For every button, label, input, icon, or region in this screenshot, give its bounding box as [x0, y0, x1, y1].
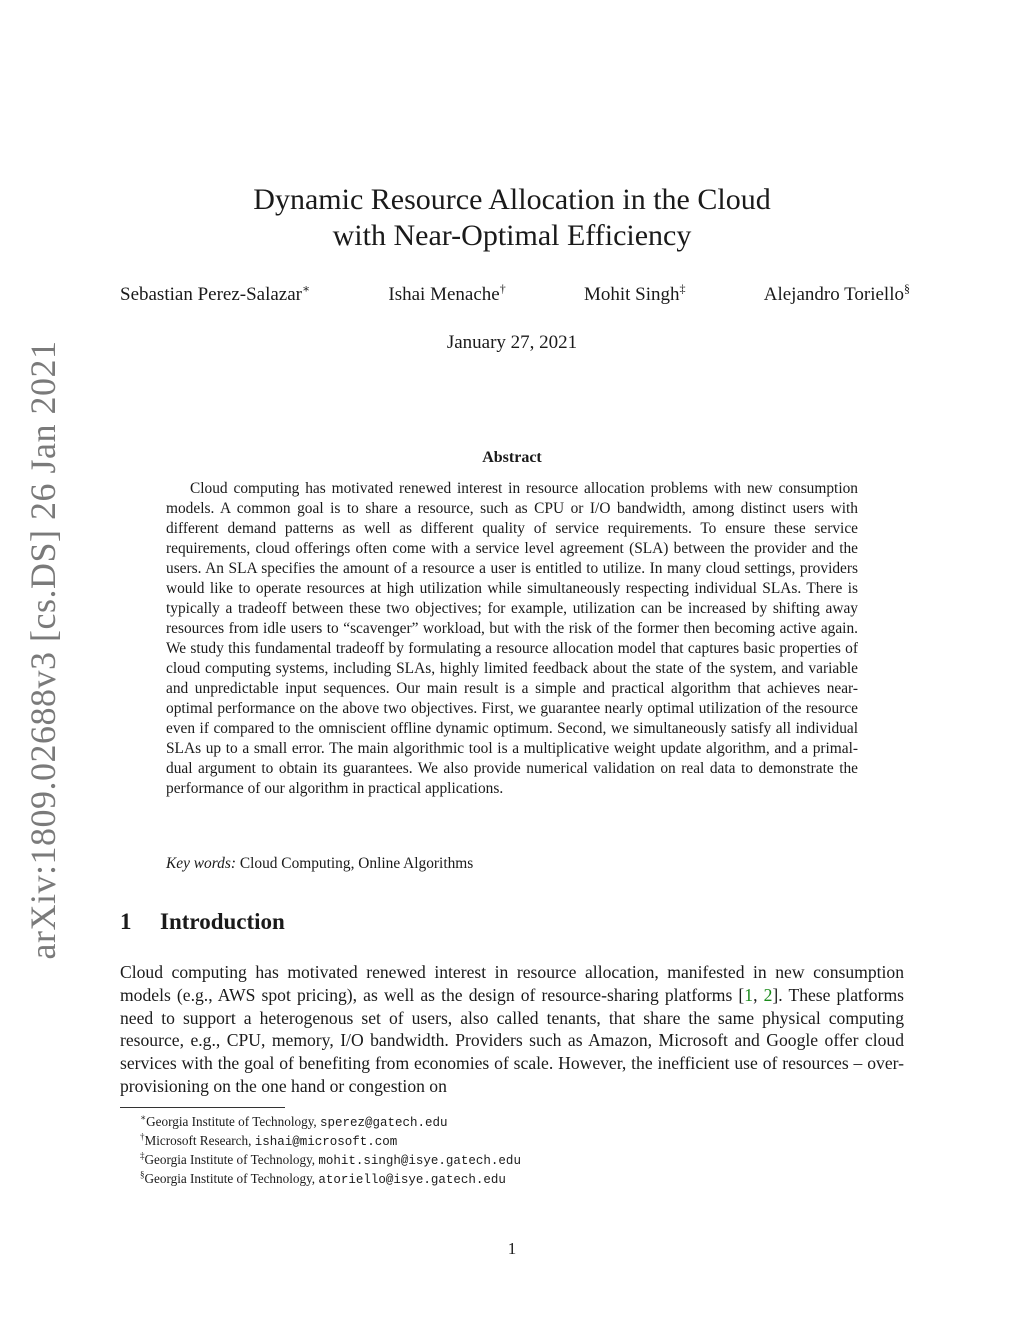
keywords-label: Key words: [166, 855, 236, 872]
footnote-divider [120, 1107, 285, 1108]
title-line-2: with Near-Optimal Efficiency [332, 219, 692, 252]
abstract-text: Cloud computing has motivated renewed interest in resource allocation problems with new consumption models. A common goal is to share a resource, such as CPU or I/O bandwidth, among distinct users with different demand patterns as well as different quality of service requirements. To ensure these service requirements, cloud offerings often come with a service level agreement (SLA) between the provider and the users. An SLA specifies the amount of a resource a user is entitled to utilize. In many cloud settings, providers would like to operate resources at high utilization while simultaneously respecting individual SLAs. There is typically a tradeoff between these two objectives; for example, utilization can be increased by shifting away resources from idle users to “scavenger” workload, but with the risk of the former then becoming active again. We study this fundamental tradeoff by formulating a resource allocation model that captures basic properties of cloud computing systems, including SLAs, highly limited feedback about the state of the system, and variable and unpredictable input sequences. Our main result is a simple and practical algorithm that achieves near-optimal performance on the above two objectives. First, we guarantee nearly optimal utilization of the resource even if compared to the omniscient offline dynamic optimum. Second, we simultaneously satisfy all individual SLAs up to a small error. The main algorithmic tool is a multiplicative weight update algorithm, and a primal-dual argument to obtain its guarantees. We also provide numerical validation on real data to demonstrate the performance of our algorithm in practical applications. [166, 480, 858, 797]
page-number: 1 [507, 1239, 517, 1258]
title-line-1: Dynamic Resource Allocation in the Cloud [253, 183, 771, 216]
citation-open-bracket: [ [738, 984, 745, 1005]
author-footnote-mark[interactable]: ‡ [679, 281, 686, 296]
footnote-email[interactable]: ishai@microsoft.com [254, 1135, 398, 1149]
intro-text-part-2: . These platforms need to support a heterogenous set of users, also called tenants, that share the same physical computing resource, e.g., CPU, memory, I/O bandwidth. Providers such as Amazon, Microsoft and Google offer cloud services with the goal of benefiting from economies of scale. However, the inefficient use of resources – over-provisioning on the one hand or congestion on [120, 984, 904, 1096]
publication-date: January 27, 2021 [446, 332, 578, 353]
footnote-affiliation: Georgia Institute of Technology, [146, 1114, 321, 1129]
paper-title [0, 182, 1024, 254]
footnote [140, 1132, 521, 1151]
author-footnote-mark[interactable]: § [904, 281, 910, 296]
citation-link-1[interactable]: 1 [744, 984, 754, 1005]
citation-link-2[interactable]: 2 [763, 984, 773, 1005]
author-name: Mohit Singh [583, 284, 680, 305]
footnote-email[interactable]: sperez@gatech.edu [320, 1116, 448, 1130]
abstract-heading: Abstract [482, 449, 542, 466]
author [388, 281, 506, 306]
citation-close-bracket: ] [772, 984, 779, 1005]
author-footnote-mark[interactable]: ∗ [302, 281, 311, 296]
section-number: 1 [120, 909, 132, 934]
footnote [140, 1113, 521, 1132]
footnote-email[interactable]: mohit.singh@isye.gatech.edu [318, 1154, 521, 1168]
footnote-affiliation: Microsoft Research, [144, 1133, 255, 1148]
arxiv-identifier: arXiv:1809.02688v3 [cs.DS] 26 Jan 2021 [23, 340, 63, 960]
keywords [166, 855, 858, 873]
author-name: Ishai Menache [388, 284, 500, 305]
section-heading-introduction [120, 909, 285, 935]
author [763, 281, 910, 306]
intro-text-part-1: Cloud computing has motivated renewed interest in resource allocation, manifested in new consumption models (e.g., AWS spot pricing), as well as the design of resource-sharing platforms [120, 962, 904, 1005]
author-footnote-mark[interactable]: † [499, 281, 506, 296]
citation-separator: , [753, 984, 764, 1005]
footnote [140, 1170, 521, 1189]
footnote-affiliation: Georgia Institute of Technology, [144, 1171, 319, 1186]
author-list [120, 281, 910, 306]
author-name: Alejandro Toriello [763, 284, 904, 305]
author [583, 281, 686, 306]
keywords-value: Cloud Computing, Online Algorithms [239, 855, 474, 872]
introduction-paragraph [120, 961, 904, 1098]
footnote-email[interactable]: atoriello@isye.gatech.edu [318, 1173, 506, 1187]
footnote-mark: † [140, 1131, 145, 1142]
footnote-mark: § [140, 1169, 145, 1180]
footnotes [140, 1113, 521, 1189]
footnote-mark: ‡ [140, 1150, 145, 1161]
author [120, 281, 311, 306]
footnote-affiliation: Georgia Institute of Technology, [144, 1152, 319, 1167]
footnote [140, 1151, 521, 1170]
footnote-mark: ∗ [140, 1112, 147, 1123]
section-title: Introduction [160, 909, 285, 934]
author-name: Sebastian Perez-Salazar [120, 284, 302, 305]
